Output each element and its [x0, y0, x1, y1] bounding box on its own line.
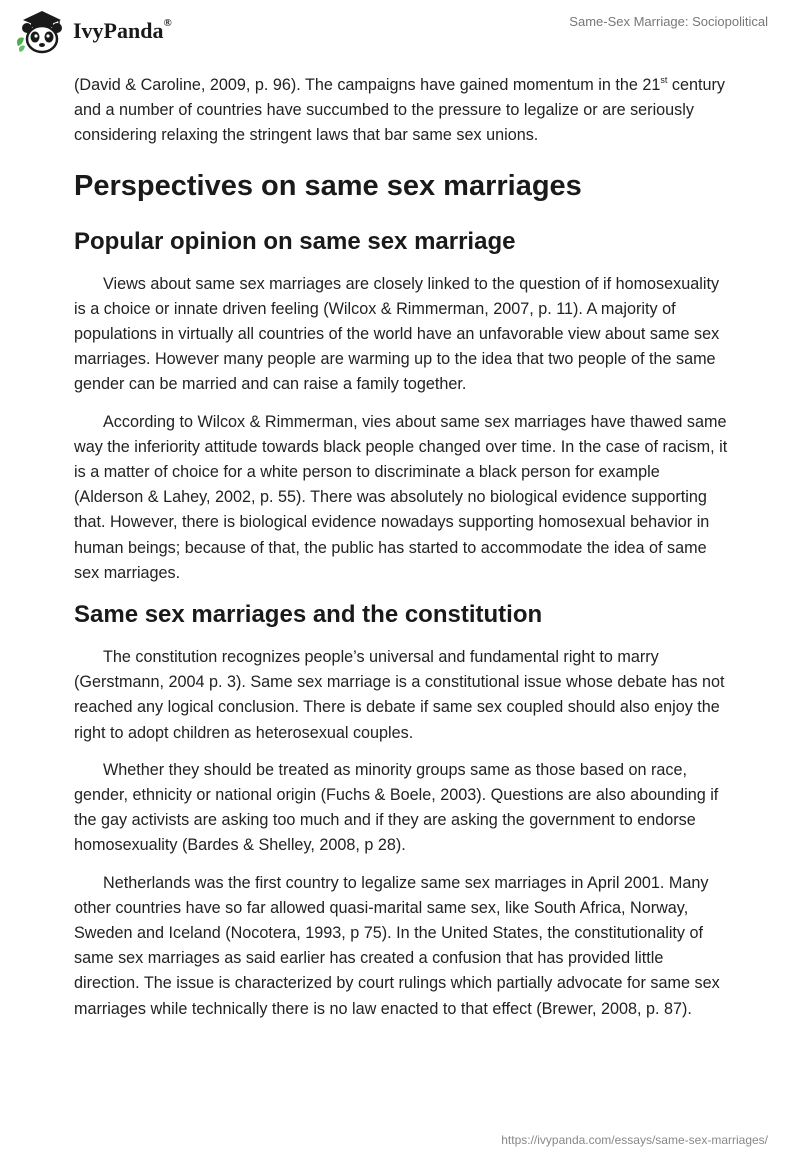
- ordinal-suffix: st: [660, 74, 668, 85]
- paragraph: Views about same sex marriages are closely linked to the question of if homosexuality is a choice or innate driven feeling (Wilcox & Rimmerman, 2007, p. 11). A majority of populations in virtually all countries of the world have an unfavorable view about same sex marriages. However many people are warming up to the idea that two people of the same gender can be married and can raise a family together.: [74, 274, 720, 394]
- registered-mark: ®: [163, 16, 172, 29]
- paragraph: Whether they should be treated as minority groups same as those based on race, gender, ethnicity or national origin (Fuchs & Boele, 2003). Questions are also abounding if the gay activists are asking too much and if they are asking the government to endorse homosexuality (Bardes & Shelley, 2008, p 28).: [74, 760, 719, 855]
- subheading-constitution: Same sex marriages and the constitution: [74, 601, 543, 629]
- panda-graduate-icon: [15, 8, 67, 56]
- logo-text: IvyPanda: [73, 18, 164, 43]
- page-header: [0, 0, 800, 62]
- source-url[interactable]: https://ivypanda.com/essays/same-sex-marriages/: [501, 1133, 768, 1147]
- paragraph: Netherlands was the first country to legalize same sex marriages in April 2001. Many other countries have so far allowed quasi-marital same sex, like South Africa, Norway, Sweden and Iceland (Nocotera, 1993, p 75). In the United States, the constitutionality of same sex marriages as said earlier has created a confusion that has provided little direction. The issue is characterized by court rulings which partially advocate for same sex marriages while technically there is no law enacted to that effect (Brewer, 2008, p. 87).: [74, 873, 720, 1018]
- paragraph: According to Wilcox & Rimmerman, vies about same sex marriages have thawed same way the inferiority attitude towards black people changed over time. In the case of racism, it is a matter of choice for a white person to discriminate a black person for example (Alderson & Lahey, 2002, p. 55). There was absolutely no biological evidence supporting that. However, there is biological evidence nowadays supporting homosexual behavior in human beings; because of that, the public has started to accommodate the idea of same sex marriages.: [74, 412, 728, 582]
- logo-wordmark: [73, 18, 172, 44]
- intro-paragraph: [74, 73, 730, 149]
- intro-text-start: (David & Caroline, 2009, p. 96). The campaigns have gained momentum in the 21: [74, 76, 661, 94]
- subheading-popular-opinion: Popular opinion on same sex marriage: [74, 227, 516, 255]
- document-title: Same-Sex Marriage: Sociopolitical: [569, 14, 768, 29]
- paragraph: The constitution recognizes people’s universal and fundamental right to marry (Gerstmann, 2004 p. 3). Same sex marriage is a constitutional issue whose debate has not reached any logical conclusion. There is debate if same sex coupled should also enjoy the right to adopt children as heterosexual couples.: [74, 648, 725, 742]
- article-body: [74, 73, 730, 1034]
- section-heading-perspectives: Perspectives on same sex marriages: [74, 169, 582, 202]
- intro-text-end: century and a number of countries have succumbed to the pressure to legalize or are seriously considering relaxing the stringent laws that bar same sex unions.: [74, 76, 725, 145]
- ivypanda-logo[interactable]: [15, 8, 200, 56]
